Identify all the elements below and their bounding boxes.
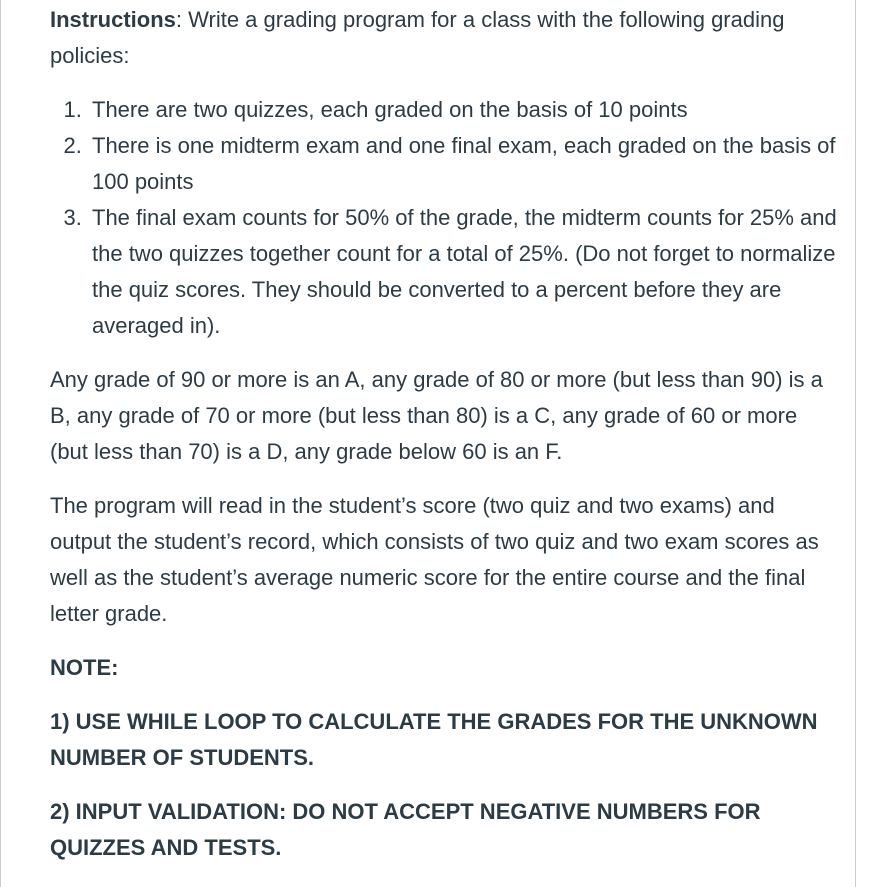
note-item: 1) USE WHILE LOOP TO CALCULATE THE GRADES FOR THE UNKNOWN NUMBER OF STUDENTS. (50, 709, 818, 770)
grading-policies-list (50, 92, 840, 344)
policy-item: 1. There are two quizzes, each graded on the basis of 10 points (88, 92, 840, 128)
program-description-paragraph: The program will read in the student’s score (two quiz and two exams) and output the student’s record, which consists of two quiz and two exam scores as well as the student’s average numeric score for the entire course and the final letter grade. (50, 493, 819, 626)
note-heading: NOTE: (50, 655, 119, 680)
policy-item: 2. There is one midterm exam and one final exam, each graded on the basis of 100 points (88, 128, 840, 200)
instructions-intro (50, 2, 840, 74)
grade-scale-paragraph: Any grade of 90 or more is an A, any grade of 80 or more (but less than 90) is a B, any grade of 70 or more (but less than 80) is a C, any grade of 60 or more (but less than 70) is a D, any grade below 60 is an F. (50, 367, 823, 464)
instructions-label: Instructions (50, 7, 176, 32)
policy-item: 3. The final exam counts for 50% of the grade, the midterm counts for 25% and the two quizzes together count for a total of 25%. (Do not forget to normalize the quiz scores. They should be converted to a percent before they are averaged in). (88, 200, 840, 344)
instructions-text: : Write a grading program for a class with the following grading policies: (50, 7, 785, 68)
assignment-content (50, 2, 840, 884)
note-item: 2) INPUT VALIDATION: DO NOT ACCEPT NEGATIVE NUMBERS FOR QUIZZES AND TESTS. (50, 799, 761, 860)
